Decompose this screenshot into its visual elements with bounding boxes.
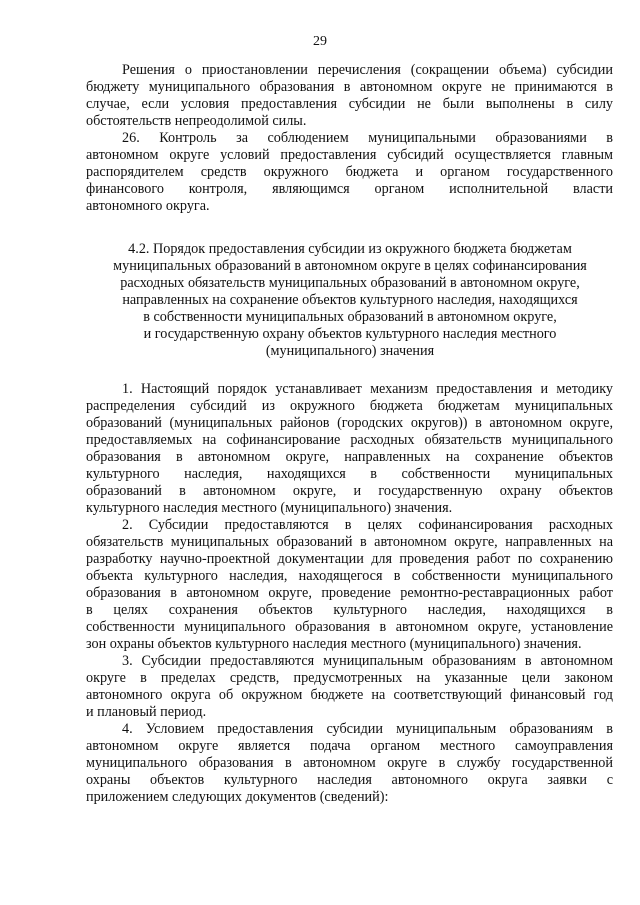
section-heading-line: и государственную охрану объектов культурного наследия местного — [143, 326, 557, 342]
paragraph-line: автономного округа об окружном бюджете на соответствующий финансовый год — [86, 687, 613, 703]
paragraph-line: 3. Субсидии предоставляются муниципальным образованиям в автономном — [122, 653, 613, 669]
paragraph-line: культурного наследия, находящихся в собственности муниципальных — [86, 466, 613, 482]
paragraph-line: автономном округе условий предоставления субсидий осуществляется главным — [86, 147, 613, 163]
paragraph-line: в целях сохранения объектов культурного наследия, находящихся в — [86, 602, 613, 618]
section-heading-line: муниципальных образований в автономном округе в целях софинансирования — [113, 258, 587, 274]
section-heading-line: 4.2. Порядок предоставления субсидии из окружного бюджета бюджетам — [128, 241, 572, 257]
paragraph-line: приложением следующих документов (сведений): — [86, 789, 389, 805]
paragraph-line: Решения о приостановлении перечисления (сокращении объема) субсидии — [122, 62, 613, 78]
paragraph-line: 4. Условием предоставления субсидии муниципальным образованиям в — [122, 721, 613, 737]
paragraph-line: предоставляемых на софинансирование расходных обязательств муниципального — [86, 432, 613, 448]
paragraph-line: распределения субсидий из окружного бюджета бюджетам муниципальных — [86, 398, 613, 414]
paragraph-line: автономном округе является подача органом местного самоуправления — [86, 738, 613, 754]
paragraph-line: финансового контроля, являющимся органом исполнительной власти — [86, 181, 613, 197]
section-heading-line: в собственности муниципальных образований в автономном округе, — [143, 309, 557, 325]
paragraph-line: культурного наследия местного (муниципального) значения. — [86, 500, 453, 516]
page-number: 29 — [313, 34, 327, 49]
paragraph-line: 26. Контроль за соблюдением муниципальными образованиями в — [122, 130, 613, 146]
paragraph-line: разработку научно-проектной документации для проведения работ по сохранению — [86, 551, 613, 567]
paragraph-line: распорядителем средств окружного бюджета и органом государственного — [86, 164, 613, 180]
paragraph-line: собственности муниципального образования в автономном округе, установление — [86, 619, 613, 635]
paragraph-line: автономного округа. — [86, 198, 210, 214]
section-heading-line: (муниципального) значения — [265, 343, 435, 359]
paragraph-line: образования в автономном округе, направленных на сохранение объектов — [86, 449, 613, 465]
paragraph-line: 1. Настоящий порядок устанавливает механизм предоставления и методику — [122, 381, 613, 397]
paragraph-line: объекта культурного наследия, находящегося в собственности муниципального — [86, 568, 613, 584]
paragraph-line: образований (муниципальных районов (городских округов)) в автономном округе, — [86, 415, 613, 431]
paragraph-line: 2. Субсидии предоставляются в целях софинансирования расходных — [122, 517, 613, 533]
paragraph-line: округе в пределах средств, предусмотренных на указанные цели законом — [86, 670, 613, 686]
section-heading-line: расходных обязательств муниципальных образований в автономном округе, — [120, 275, 580, 291]
paragraph-line: бюджету муниципального образования в автономном округе не принимаются в — [86, 79, 613, 95]
paragraph-line: обязательств муниципальных образований в автономном округе, направленных на — [86, 534, 613, 550]
paragraph-line: обстоятельств непреодолимой силы. — [86, 113, 307, 129]
paragraph-line: случае, если условия предоставления субсидии не были выполнены в силу — [86, 96, 613, 112]
paragraph-line: муниципального образования в автономном округе в службу государственной — [86, 755, 613, 771]
paragraph-line: образования в автономном округе, проведение ремонтно-реставрационных работ — [86, 585, 613, 601]
paragraph-line: охраны объектов культурного наследия автономного округа заявки с — [86, 772, 613, 788]
paragraph-line: и плановый период. — [86, 704, 207, 720]
section-heading-line: направленных на сохранение объектов культурного наследия, находящихся — [122, 292, 578, 308]
paragraph-line: образований в автономном округе, и государственную охрану объектов — [86, 483, 613, 499]
paragraph-line: зон охраны объектов культурного наследия местного (муниципального) значения. — [86, 636, 582, 652]
